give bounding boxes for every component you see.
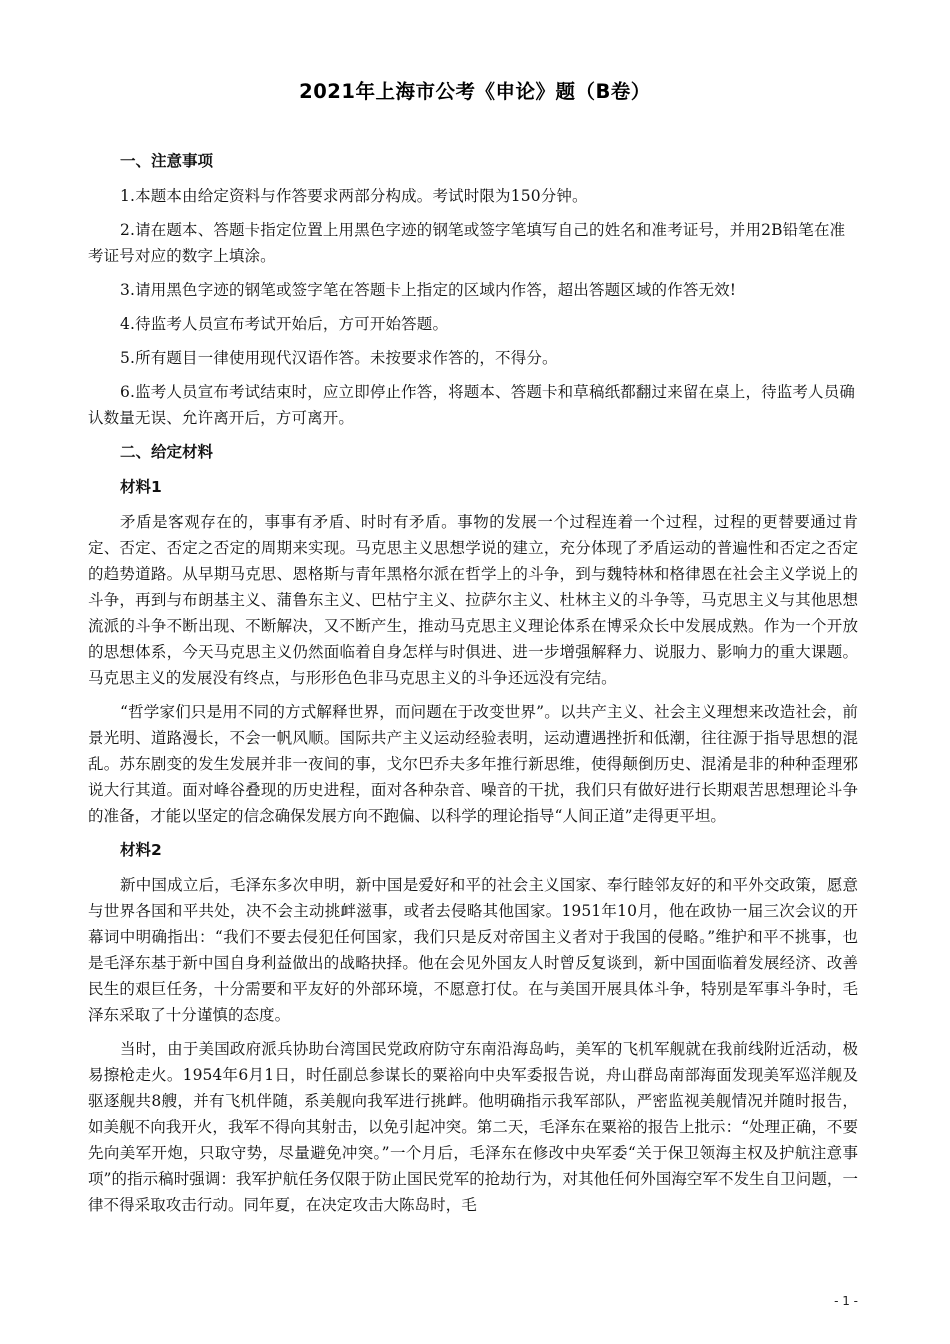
material-2-label: 材料2 <box>120 841 162 859</box>
document-title: 2021年上海市公考《申论》题（B卷） <box>299 80 651 103</box>
note-item: 1.本题本由给定资料与作答要求两部分构成。考试时限为150分钟。 <box>120 187 588 205</box>
material-paragraph: 矛盾是客观存在的，事事有矛盾、时时有矛盾。事物的发展一个过程连着一个过程，过程的更替要通过肯定、否定、否定之否定的周期来实现。马克思主义思想学说的建立，充分体现了矛盾运动的普遍性和否定之否定的趋势道路。从早期马克思、恩格斯与青年黑格尔派在哲学上的斗争，到与魏特林和格律恩在社会主义学说上的斗争，再到与布朗基主义、蒲鲁东主义、巴枯宁主义、拉萨尔主义、杜林主义的斗争等，马克思主义与其他思想流派的斗争不断出现、不断解决，又不断产生，推动马克思主义理论体系在博采众长中发展成熟。作为一个开放的思想体系，今天马克思主义仍然面临着自身怎样与时俱进、进一步增强解释力、说服力、影响力的重大课题。马克思主义的发展没有终点，与形形色色非马克思主义的斗争还远没有完结。 <box>88 513 858 687</box>
note-item: 3.请用黑色字迹的钢笔或签字笔在答题卡上指定的区域内作答，超出答题区域的作答无效! <box>120 281 737 299</box>
section-heading-notes: 一、注意事项 <box>120 152 214 170</box>
document-body <box>88 148 858 1226</box>
note-item: 6.监考人员宣布考试结束时，应立即停止作答，将题本、答题卡和草稿纸都翻过来留在桌上，待监考人员确认数量无误、允许离开后，方可离开。 <box>88 383 855 427</box>
section-heading-materials: 二、给定材料 <box>120 443 214 461</box>
note-item: 4.待监考人员宣布考试开始后，方可开始答题。 <box>120 315 449 333</box>
material-paragraph: 新中国成立后，毛泽东多次申明，新中国是爱好和平的社会主义国家、奉行睦邻友好的和平外交政策，愿意与世界各国和平共处，决不会主动挑衅滋事，或者去侵略其他国家。1951年10月，他在政协一届三次会议的开幕词中明确指出：“我们不要去侵犯任何国家，我们只是反对帝国主义者对于我国的侵略。”维护和平不挑事，也是毛泽东基于新中国自身利益做出的战略抉择。他在会见外国友人时曾反复谈到，新中国面临着发展经济、改善民生的艰巨任务，十分需要和平友好的外部环境，不愿意打仗。在与美国开展具体斗争，特别是军事斗争时，毛泽东采取了十分谨慎的态度。 <box>88 876 858 1024</box>
material-1-label: 材料1 <box>120 478 162 496</box>
note-item: 2.请在题本、答题卡指定位置上用黑色字迹的钢笔或签字笔填写自己的姓名和准考证号，并用2B铅笔在准考证号对应的数字上填涂。 <box>88 221 846 265</box>
page-number: - 1 - <box>834 1294 858 1308</box>
material-paragraph: 当时，由于美国政府派兵协助台湾国民党政府防守东南沿海岛屿，美军的飞机军舰就在我前线附近活动，极易擦枪走火。1954年6月1日，时任副总参谋长的粟裕向中央军委报告说，舟山群岛南部海面发现美军巡洋舰及驱逐舰共8艘，并有飞机伴随，系美舰向我军进行挑衅。他明确指示我军部队，严密监视美舰情况并随时报告，如美舰不向我开火，我军不得向其射击，以免引起冲突。第二天，毛泽东在粟裕的报告上批示：“处理正确，不要先向美军开炮，只取守势，尽量避免冲突。”一个月后，毛泽东在修改中央军委“关于保卫领海主权及护航注意事项”的指示稿时强调：我军护航任务仅限于防止国民党军的抢劫行为，对其他任何外国海空军不发生自卫问题，一律不得采取攻击行动。同年夏，在决定攻击大陈岛时，毛 <box>88 1040 858 1214</box>
note-item: 5.所有题目一律使用现代汉语作答。未按要求作答的，不得分。 <box>120 349 558 367</box>
material-paragraph: “哲学家们只是用不同的方式解释世界，而问题在于改变世界”。以共产主义、社会主义理想来改造社会，前景光明、道路漫长，不会一帆风顺。国际共产主义运动经验表明，运动遭遇挫折和低潮，往往源于指导思想的混乱。苏东剧变的发生发展并非一夜间的事，戈尔巴乔夫多年推行新思维，使得颠倒历史、混淆是非的种种歪理邪说大行其道。面对峰谷叠现的历史进程，面对各种杂音、噪音的干扰，我们只有做好进行长期艰苦思想理论斗争的准备，才能以坚定的信念确保发展方向不跑偏、以科学的理论指导“人间正道”走得更平坦。 <box>88 703 858 825</box>
